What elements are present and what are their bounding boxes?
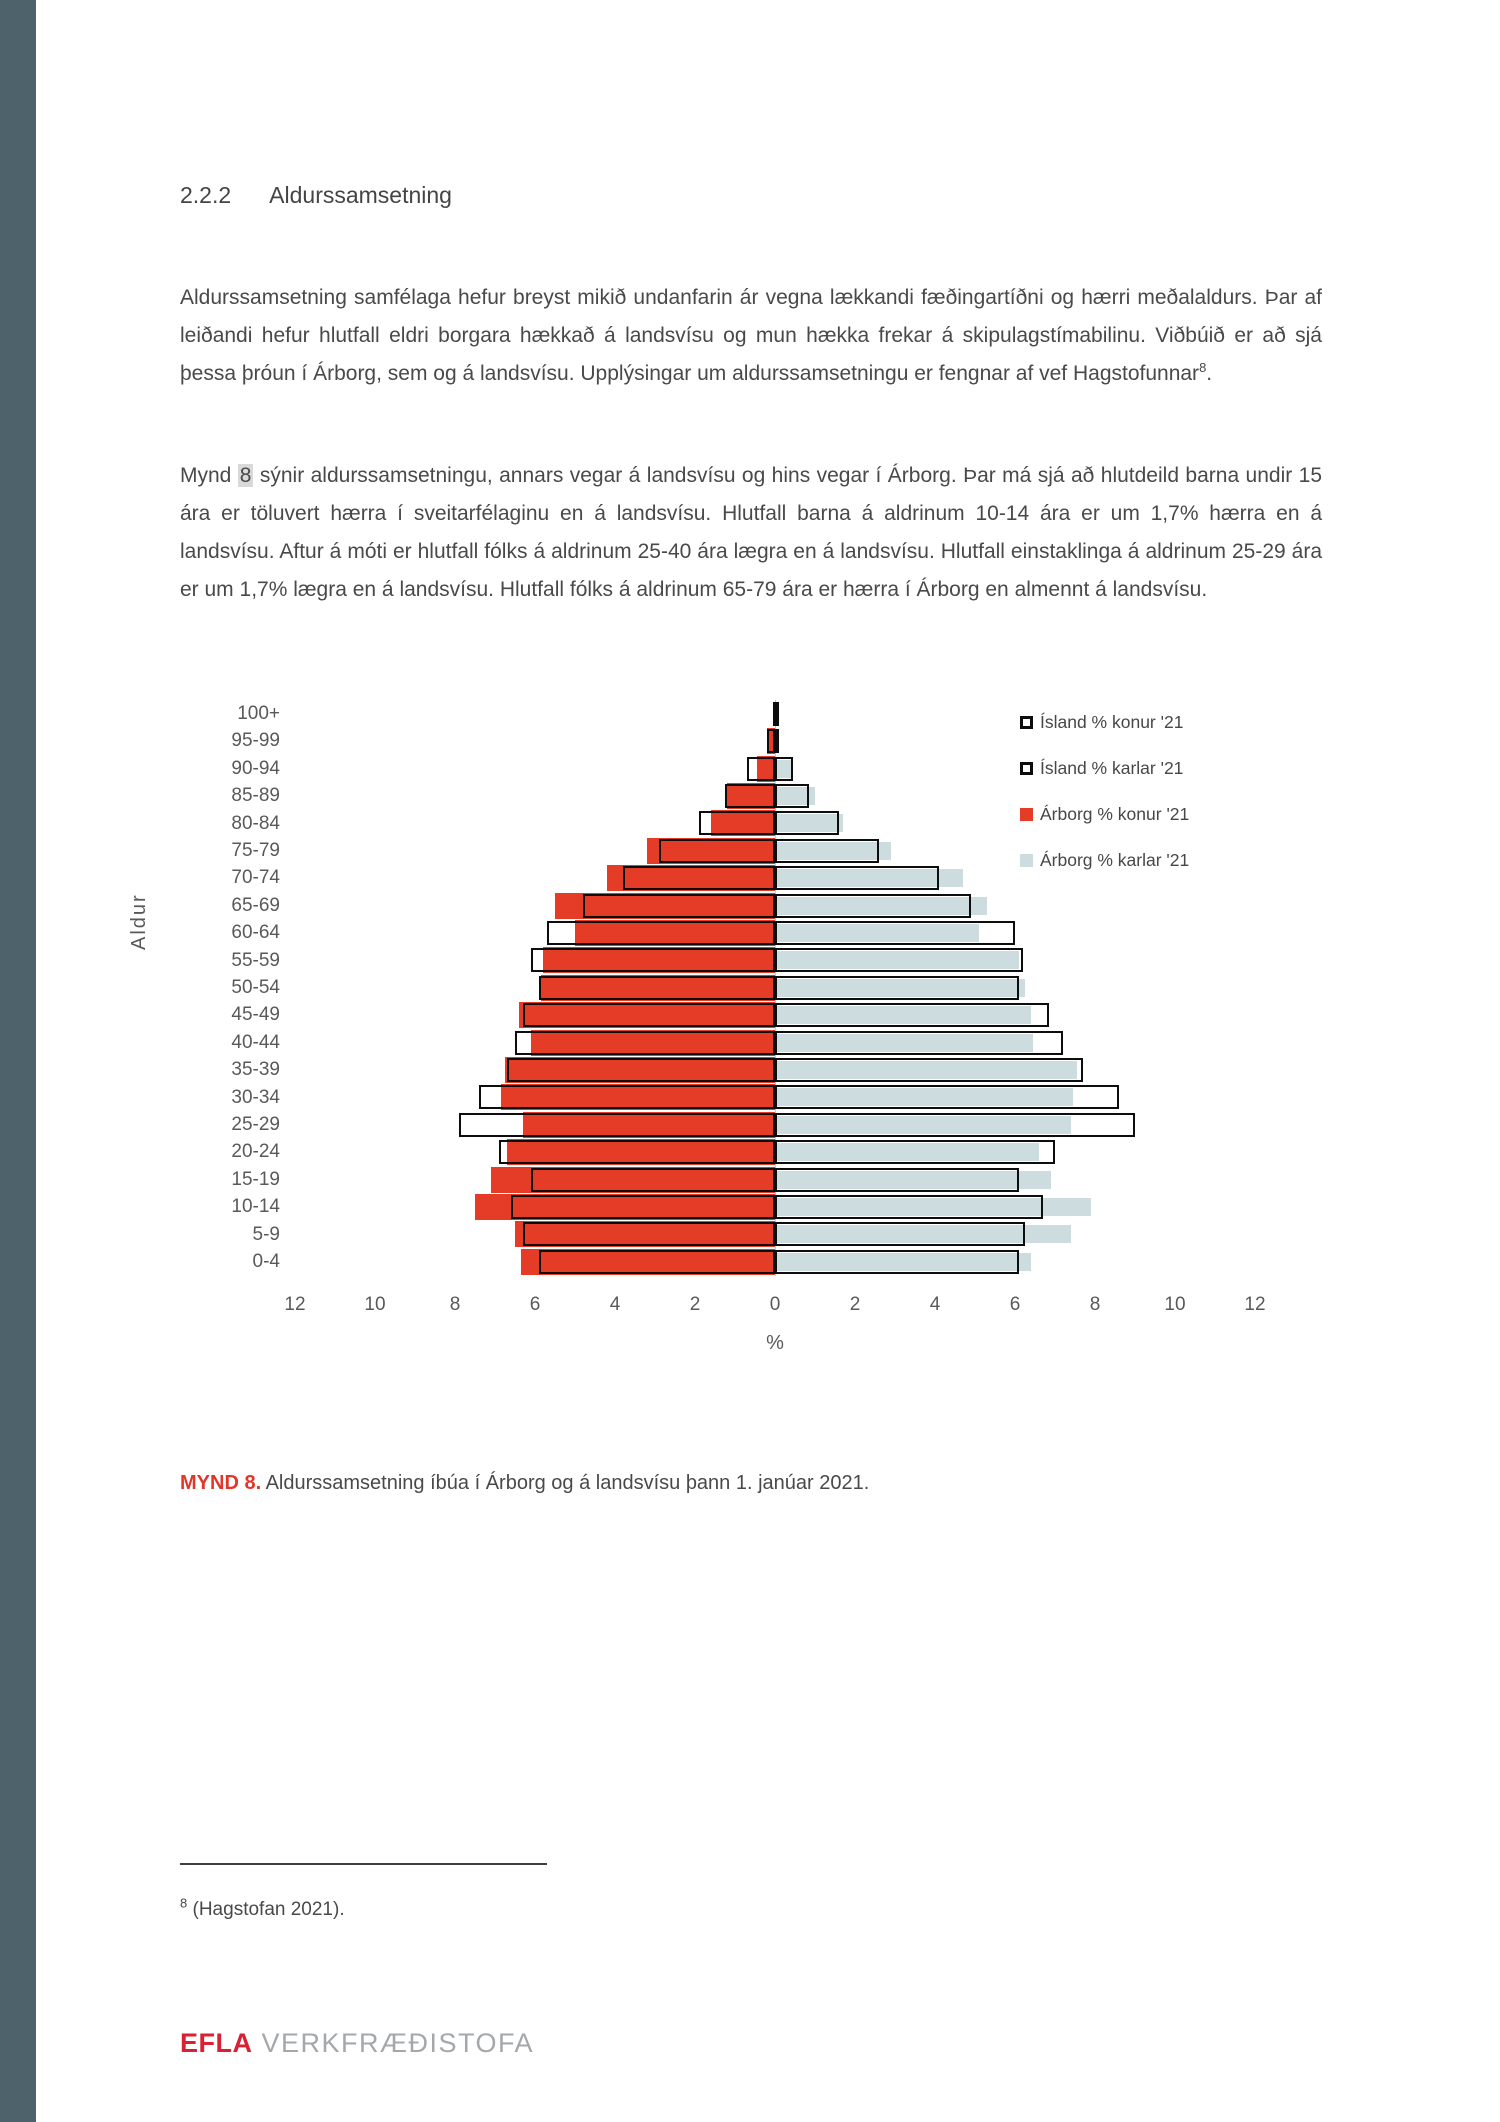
page-footer xyxy=(180,2028,534,2059)
x-axis-ticks xyxy=(284,1294,1266,1320)
age-group-label: 85-89 xyxy=(231,785,280,807)
figure-caption xyxy=(180,1472,1330,1495)
x-tick-label: 8 xyxy=(1089,1294,1101,1315)
pyramid-bar-island-karlar-90-94 xyxy=(775,757,793,781)
pyramid-bar-island-konur-35-39 xyxy=(507,1058,775,1082)
pyramid-bar-island-karlar-85-89 xyxy=(775,784,809,808)
legend-item-island-konur xyxy=(1020,712,1183,732)
footnote-reference: 8 xyxy=(1199,360,1207,375)
pyramid-bar-island-karlar-40-44 xyxy=(775,1031,1063,1055)
footnote-separator xyxy=(180,1863,547,1865)
pyramid-bar-island-konur-65-69 xyxy=(583,894,775,918)
x-tick-label: 12 xyxy=(1244,1294,1266,1315)
x-axis-label: % xyxy=(766,1332,784,1354)
figure-caption-label: MYND 8. xyxy=(180,1472,262,1494)
pyramid-bar-island-konur-25-29 xyxy=(459,1113,775,1137)
body-paragraph-2 xyxy=(180,457,1322,609)
pyramid-bar-island-karlar-75-79 xyxy=(775,839,879,863)
legend-label: Árborg % konur '21 xyxy=(1040,803,1190,824)
x-tick-label: 4 xyxy=(929,1294,941,1315)
age-group-label: 40-44 xyxy=(231,1031,280,1053)
legend-item-island-karlar xyxy=(1020,758,1183,778)
age-group-label: 50-54 xyxy=(231,977,280,998)
pyramid-bar-island-karlar-50-54 xyxy=(775,976,1019,1000)
pyramid-bar-island-karlar-95-99 xyxy=(775,729,779,753)
x-tick-label: 2 xyxy=(849,1294,861,1315)
age-group-axis xyxy=(190,700,280,1276)
pyramid-bar-island-karlar-10-14 xyxy=(775,1195,1043,1219)
legend-marker-arborg-karlar-icon xyxy=(1020,854,1033,867)
pyramid-bar-island-karlar-60-64 xyxy=(775,921,1015,945)
paragraph-1-end: . xyxy=(1206,362,1213,385)
efla-logo-suffix: VERKFRÆÐISTOFA xyxy=(261,2028,535,2058)
pyramid-bar-island-konur-75-79 xyxy=(659,839,775,863)
pyramid-bar-island-konur-70-74 xyxy=(623,866,775,890)
age-group-label: 55-59 xyxy=(231,949,280,971)
pyramid-bar-island-karlar-25-29 xyxy=(775,1113,1135,1137)
x-tick-label: 10 xyxy=(1164,1294,1186,1315)
age-group-label: 80-84 xyxy=(231,812,280,834)
pyramid-bar-island-konur-80-84 xyxy=(699,811,775,835)
footnote-text: (Hagstofan 2021). xyxy=(187,1899,345,1920)
age-group-label: 65-69 xyxy=(231,894,280,916)
legend-label: Árborg % karlar '21 xyxy=(1040,849,1190,870)
pyramid-bar-island-karlar-80-84 xyxy=(775,811,839,835)
age-group-label: 75-79 xyxy=(231,840,280,861)
figure-caption-text: Aldurssamsetning íbúa í Árborg og á landsvísu þann 1. janúar 2021. xyxy=(261,1472,870,1494)
age-group-label: 0-4 xyxy=(252,1251,280,1272)
pyramid-bar-island-konur-20-24 xyxy=(499,1140,775,1164)
legend-marker-island-karlar-icon xyxy=(1020,762,1033,775)
pyramid-bar-island-konur-40-44 xyxy=(515,1031,775,1055)
section-number: 2.2.2 xyxy=(180,182,232,208)
paragraph-1-text: Aldurssamsetning samfélaga hefur breyst mikið undanfarin ár vegna lækkandi fæðingartíðni og hærri meðalaldurs. Þar af leiðandi hefur hlutfall eldri borgara hækkað á landsvísu og mun hækka frekar á skipulagstímabilinu. Viðbúið er að sjá þessa þróun í Árborg, sem og á landsvísu. Upplýsingar um aldurssamsetningu er fengnar af vef Hagstofunnar xyxy=(180,286,1322,385)
x-tick-label: 12 xyxy=(284,1294,306,1315)
x-tick-label: 8 xyxy=(449,1294,461,1315)
pyramid-bar-island-konur-95-99 xyxy=(767,729,775,753)
figure-cross-reference: 8 xyxy=(239,464,252,487)
legend-label: Ísland % konur '21 xyxy=(1040,711,1184,732)
age-group-label: 5-9 xyxy=(252,1223,280,1245)
pyramid-bar-island-karlar-55-59 xyxy=(775,948,1023,972)
pyramid-bar-island-karlar-65-69 xyxy=(775,894,971,918)
section-heading xyxy=(180,182,452,209)
age-group-label: 30-34 xyxy=(231,1086,280,1108)
x-tick-label: 4 xyxy=(609,1294,621,1315)
legend-item-arborg-karlar xyxy=(1020,850,1189,870)
paragraph-2-prefix: Mynd xyxy=(180,464,238,487)
age-group-label: 15-19 xyxy=(231,1168,280,1190)
pyramid-bar-island-konur-30-34 xyxy=(479,1085,775,1109)
x-tick-label: 2 xyxy=(689,1294,701,1315)
x-tick-label: 10 xyxy=(364,1294,386,1315)
x-tick-label: 6 xyxy=(529,1294,541,1315)
footnote xyxy=(180,1895,345,1921)
pyramid-bar-island-karlar-30-34 xyxy=(775,1085,1119,1109)
age-group-label: 90-94 xyxy=(231,757,280,779)
pyramid-bar-island-karlar-20-24 xyxy=(775,1140,1055,1164)
pyramid-bar-island-konur-0-4 xyxy=(539,1250,775,1274)
pyramid-bar-island-konur-5-9 xyxy=(523,1222,775,1246)
age-group-label: 60-64 xyxy=(231,922,280,944)
pyramid-bar-island-karlar-70-74 xyxy=(775,866,939,890)
pyramid-bar-island-karlar-45-49 xyxy=(775,1003,1049,1027)
x-tick-label: 6 xyxy=(1009,1294,1021,1315)
x-tick-label: 0 xyxy=(769,1294,781,1315)
section-title: Aldurssamsetning xyxy=(269,182,452,208)
pyramid-bar-island-karlar-100+ xyxy=(775,702,779,726)
legend-item-arborg-konur xyxy=(1020,804,1189,824)
body-paragraph-1 xyxy=(180,279,1322,393)
paragraph-2-text: sýnir aldurssamsetningu, annars vegar á landsvísu og hins vegar í Árborg. Þar má sjá að hlutdeild barna undir 15 ára er töluvert hærra í sveitarfélaginu en á landsvísu. Hlutfall barna á aldrinum 10-14 ára er um 1,7% hærra en á landsvísu. Aftur á móti er hlutfall fólks á aldrinum 25-40 ára lægra en á landsvísu. Hlutfall einstaklinga á aldrinum 25-29 ára er um 1,7% lægra en á landsvísu. Hlutfall fólks á aldrinum 65-79 ára er hærra í Árborg en almennt á landsvísu. xyxy=(180,464,1322,601)
age-group-label: 20-24 xyxy=(231,1141,280,1163)
pyramid-bar-island-karlar-5-9 xyxy=(775,1222,1025,1246)
age-group-label: 70-74 xyxy=(231,867,280,889)
age-group-label: 45-49 xyxy=(231,1004,280,1026)
pyramid-bar-island-karlar-15-19 xyxy=(775,1168,1019,1192)
legend-label: Ísland % karlar '21 xyxy=(1040,757,1184,778)
pyramid-bar-island-konur-50-54 xyxy=(539,976,775,1000)
pyramid-plot-area xyxy=(295,700,1255,1276)
pyramid-bar-island-konur-85-89 xyxy=(725,784,775,808)
footnote-marker: 8 xyxy=(180,1895,188,1911)
pyramid-bar-island-karlar-35-39 xyxy=(775,1058,1083,1082)
age-group-label: 10-14 xyxy=(231,1196,280,1218)
pyramid-bar-island-konur-45-49 xyxy=(523,1003,775,1027)
pyramid-bar-island-konur-60-64 xyxy=(547,921,775,945)
pyramid-bar-island-konur-55-59 xyxy=(531,948,775,972)
pyramid-bar-island-konur-10-14 xyxy=(511,1195,775,1219)
y-axis-label: Aldur xyxy=(128,893,150,950)
population-pyramid-chart xyxy=(0,700,1500,1380)
pyramid-bar-island-konur-15-19 xyxy=(531,1168,775,1192)
age-group-label: 25-29 xyxy=(231,1114,280,1135)
age-group-label: 95-99 xyxy=(231,730,280,752)
pyramid-bar-island-konur-90-94 xyxy=(747,757,775,781)
age-group-label: 100+ xyxy=(237,703,280,724)
age-group-label: 35-39 xyxy=(231,1059,280,1081)
legend-marker-arborg-konur-icon xyxy=(1020,808,1033,821)
legend-marker-island-konur-icon xyxy=(1020,716,1033,729)
efla-logo: EFLA xyxy=(180,2028,253,2058)
pyramid-bar-island-karlar-0-4 xyxy=(775,1250,1019,1274)
